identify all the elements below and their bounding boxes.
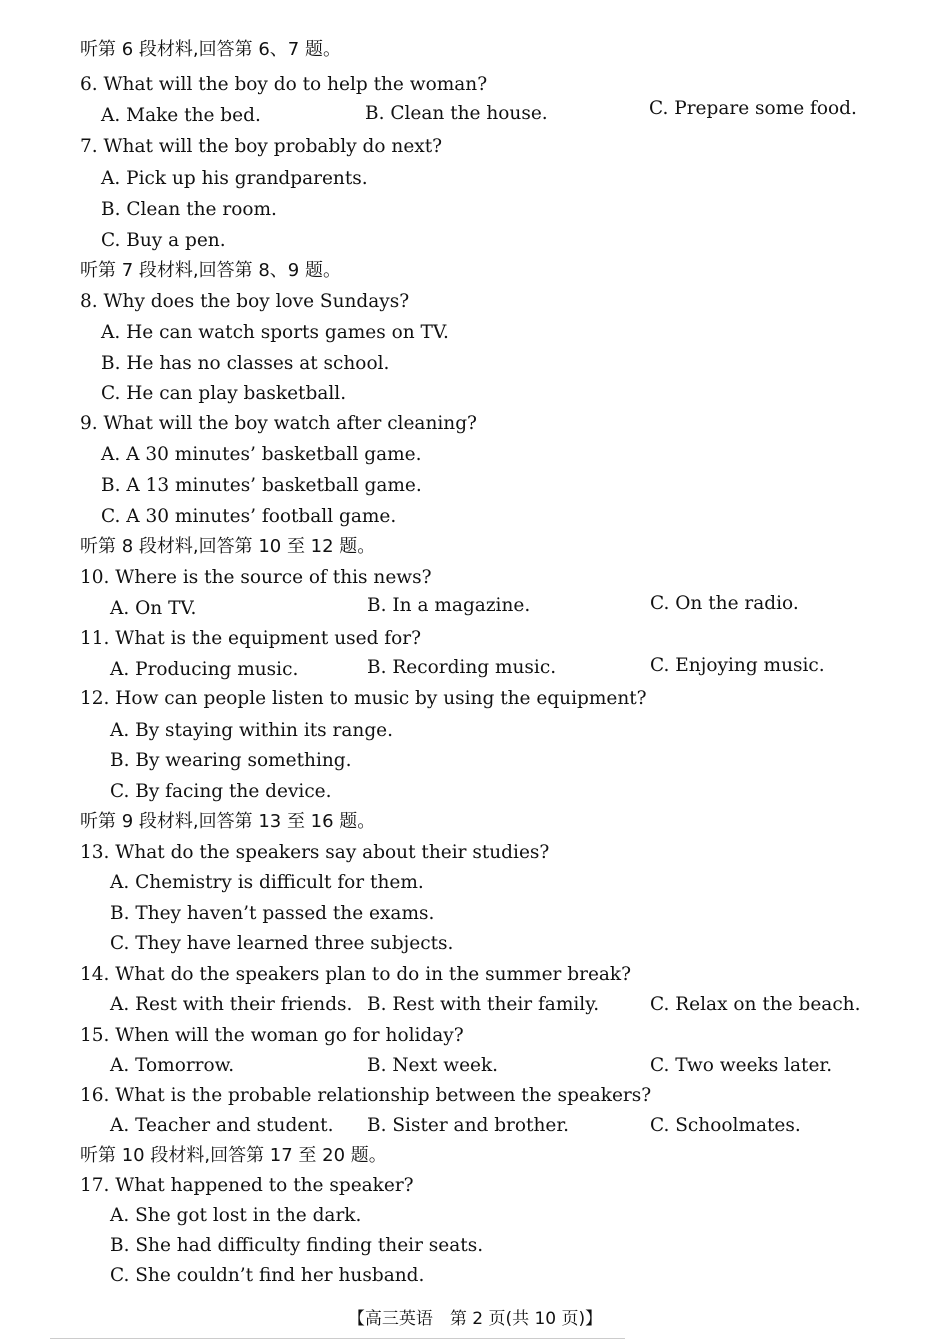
option-c: C. On the radio. [650,593,799,614]
option-c: C. They have learned three subjects. [110,933,454,954]
option-a: A. Teacher and student. [110,1115,334,1136]
option-b: B. In a magazine. [367,595,531,616]
option-a: A. She got lost in the dark. [110,1205,362,1226]
question-stem: 6. What will the boy do to help the woman? [80,74,488,95]
section-heading: 听第 7 段材料,回答第 8、9 题。 [80,260,341,281]
question-stem: 14. What do the speakers plan to do in the summer break? [80,964,632,985]
section-heading: 听第 10 段材料,回答第 17 至 20 题。 [80,1145,387,1166]
option-b: B. Recording music. [367,657,557,678]
page-footer: 【高三英语 第 2 页(共 10 页)】 [347,1309,603,1329]
option-b: B. Next week. [367,1055,499,1076]
option-c: C. She couldn’t find her husband. [110,1265,425,1286]
option-c: C. A 30 minutes’ football game. [101,506,397,527]
option-a: A. Rest with their friends. [110,994,353,1015]
option-a: A. On TV. [110,598,197,619]
question-stem: 15. When will the woman go for holiday? [80,1025,464,1046]
option-a: A. Tomorrow. [110,1055,235,1076]
question-stem: 17. What happened to the speaker? [80,1175,414,1196]
option-b: B. Rest with their family. [367,994,600,1015]
question-stem: 13. What do the speakers say about their studies? [80,842,550,863]
question-stem: 11. What is the equipment used for? [80,628,422,649]
option-b: B. Clean the house. [365,103,548,124]
option-a: A. Producing music. [110,659,299,680]
option-b: B. Sister and brother. [367,1115,570,1136]
option-a: A. By staying within its range. [110,720,394,741]
section-heading: 听第 6 段材料,回答第 6、7 题。 [80,39,341,60]
section-heading: 听第 8 段材料,回答第 10 至 12 题。 [80,536,376,557]
option-c: C. He can play basketball. [101,383,347,404]
option-c: C. Enjoying music. [650,655,825,676]
option-b: B. They haven’t passed the exams. [110,903,435,924]
option-b: B. Clean the room. [101,199,277,220]
option-c: C. Schoolmates. [650,1115,801,1136]
option-c: C. Buy a pen. [101,230,226,251]
option-c: C. By facing the device. [110,781,332,802]
option-a: A. Chemistry is difficult for them. [110,872,424,893]
option-a: A. Make the bed. [101,105,261,126]
option-b: B. She had difficulty finding their seats. [110,1235,484,1256]
option-b: B. He has no classes at school. [101,353,390,374]
option-c: C. Prepare some food. [649,98,857,119]
question-stem: 12. How can people listen to music by using the equipment? [80,688,647,709]
bottom-divider [50,1338,625,1339]
question-stem: 9. What will the boy watch after cleaning? [80,413,477,434]
option-c: C. Two weeks later. [650,1055,833,1076]
option-b: B. A 13 minutes’ basketball game. [101,475,422,496]
option-a: A. He can watch sports games on TV. [101,322,449,343]
question-stem: 10. Where is the source of this news? [80,567,432,588]
option-b: B. By wearing something. [110,750,352,771]
option-c: C. Relax on the beach. [650,994,861,1015]
question-stem: 8. Why does the boy love Sundays? [80,291,410,312]
question-stem: 16. What is the probable relationship between the speakers? [80,1085,652,1106]
option-a: A. A 30 minutes’ basketball game. [101,444,422,465]
option-a: A. Pick up his grandparents. [101,168,368,189]
section-heading: 听第 9 段材料,回答第 13 至 16 题。 [80,811,376,832]
question-stem: 7. What will the boy probably do next? [80,136,443,157]
